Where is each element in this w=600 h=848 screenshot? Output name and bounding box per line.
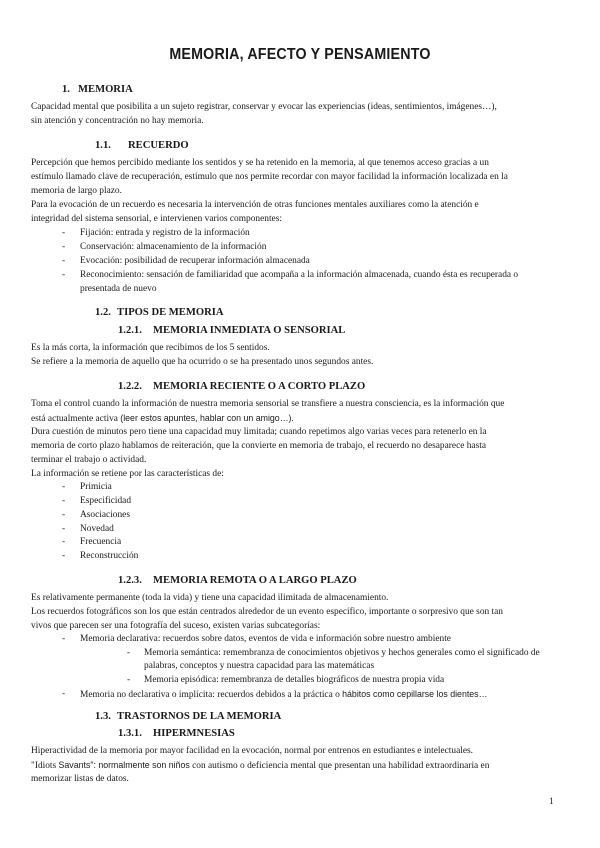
paragraph-line: Se refiere a la memoria de aquello que ha ocurrido o se ha presentado unos segundos antes. — [31, 357, 374, 367]
list-bullet: - — [62, 510, 66, 520]
list-item: Evocación: posibilidad de recuperar información almacenada — [80, 256, 310, 266]
list-item — [80, 688, 487, 702]
heading-text: MEMORIA — [78, 84, 133, 95]
page-number: 1 — [549, 797, 554, 807]
text-span: con autismo o deficiencia mental que presentan una habilidad extraordinaria en — [189, 761, 490, 771]
list-bullet: - — [62, 537, 66, 547]
heading-memoria — [62, 84, 133, 95]
list-item: Primicia — [80, 482, 112, 492]
heading-memoria-remota — [118, 575, 357, 586]
list-bullet: - — [62, 228, 66, 238]
page-title: MEMORIA, AFECTO Y PENSAMIENTO — [169, 46, 431, 63]
list-item: Frecuencia — [80, 537, 122, 547]
paragraph-line: Para la evocación de un recuerdo es necesaria la intervención de otras funciones mentales auxiliares como la atención e — [31, 200, 479, 210]
list-bullet: - — [62, 256, 66, 266]
paragraph-line: La información se retiene por las características de: — [31, 469, 224, 479]
heading-memoria-reciente — [118, 381, 366, 392]
heading-text: TRASTORNOS DE LA MEMORIA — [117, 711, 282, 722]
list-item: Asociaciones — [80, 510, 130, 520]
paragraph-line — [31, 412, 571, 426]
heading-text: HIPERMNESIAS — [153, 728, 235, 739]
text-span-alt-font: (leer estos apuntes, hablar con un amigo…). — [120, 413, 294, 423]
sublist-bullet: - — [127, 675, 131, 685]
heading-number: 1.2.2. — [118, 381, 142, 392]
list-item: Memoria declarativa: recuerdos sobre datos, eventos de vida e información sobre nuestro ambiente — [80, 634, 451, 644]
paragraph-line: vivos que parecen ser una fotografía del suceso, existen varias subcategorías: — [31, 621, 321, 631]
paragraph-line: Es relativamente permanente (toda la vida) y tiene una capacidad ilimitada de almacenamiento. — [31, 593, 389, 603]
sublist-item-continuation: palabras, conceptos y nuestra capacidad para las matemáticas — [144, 661, 375, 671]
list-bullet: - — [62, 634, 66, 644]
list-item: Reconstrucción — [80, 551, 139, 561]
list-item: Fijación: entrada y registro de la información — [80, 228, 250, 238]
paragraph-line: Dura cuestión de minutos pero tiene una capacidad muy limitada; cuando repetimos algo varias veces para retenerlo en la — [31, 427, 487, 437]
list-item: Especificidad — [80, 496, 132, 506]
heading-number: 1.3.1. — [118, 728, 142, 739]
paragraph-line: memoria de largo plazo. — [31, 186, 122, 196]
paragraph-line: terminar el trabajo o actividad. — [31, 455, 147, 465]
heading-text: MEMORIA INMEDIATA O SENSORIAL — [153, 325, 346, 336]
heading-trastornos — [95, 711, 282, 722]
paragraph-line: Los recuerdos fotográficos son los que están centrados alrededor de un evento específico, importante o sorpresivo que son tan — [31, 607, 503, 617]
list-bullet: - — [62, 482, 66, 492]
list-bullet: - — [62, 551, 66, 561]
paragraph-line: sin atención y concentración no hay memoria. — [31, 116, 204, 126]
list-item-continuation: presentada de nuevo — [80, 284, 157, 294]
heading-number: 1.2.3. — [118, 575, 142, 586]
heading-text: MEMORIA RECIENTE O A CORTO PLAZO — [153, 381, 366, 392]
paragraph-line: Percepción que hemos percibido mediante los sentidos y se ha retenido en la memoria, al que tenemos acceso gracias a un — [31, 158, 489, 168]
paragraph-line: estímulo llamado clave de recuperación, estímulo que nos permite recordar con mayor facilidad la información localizada en la — [31, 172, 508, 182]
paragraph-line: integridad del sistema sensorial, e intervienen varios componentes: — [31, 214, 282, 224]
list-item: Conservación: almacenamiento de la información — [80, 242, 267, 252]
heading-number: 1.1. — [95, 140, 111, 151]
text-span: Memoria no declarativa o implícita: recuerdos debidos a la práctica o — [80, 690, 343, 700]
text-span-alt-font: Savants": normalmente son niños — [58, 760, 190, 770]
list-bullet: - — [62, 496, 66, 506]
text-span: "Idiots — [31, 761, 59, 771]
heading-recuerdo — [95, 140, 189, 151]
heading-text: MEMORIA REMOTA O A LARGO PLAZO — [153, 575, 357, 586]
sublist-bullet: - — [127, 648, 131, 658]
paragraph-line: Toma el control cuando la información de nuestra memoria sensorial se transfiere a nuestra consciencia, es la información que — [31, 399, 505, 409]
heading-hipermnesias — [118, 728, 235, 739]
paragraph-line: memoria de corto plazo hablamos de reiteración, que la convierte en memoria de trabajo, el recuerdo no desaparece hasta — [31, 441, 486, 451]
list-bullet: - — [62, 524, 66, 534]
list-bullet: - — [62, 689, 66, 699]
text-span-alt-font: hábitos como cepillarse los dientes… — [342, 689, 488, 699]
paragraph-line: Es la más corta, la información que recibimos de los 5 sentidos. — [31, 343, 270, 353]
heading-text: RECUERDO — [128, 140, 189, 151]
paragraph-line: Capacidad mental que posibilita a un sujeto registrar, conservar y evocar las experiencias (ideas, sentimientos, imágenes…), — [31, 102, 497, 112]
heading-text: TIPOS DE MEMORIA — [117, 307, 224, 318]
list-bullet: - — [62, 242, 66, 252]
heading-memoria-inmediata — [118, 325, 346, 336]
list-item: Reconocimiento: sensación de familiaridad que acompaña a la información almacenada, cuando ésta es recuperada o — [80, 270, 519, 280]
list-item: Novedad — [80, 524, 114, 534]
heading-number: 1.2. — [95, 307, 111, 318]
text-span: está actualmente activa — [31, 414, 121, 424]
sublist-item: Memoria semántica: remembranza de conocimientos objetivos y hechos generales como el significado de — [144, 648, 540, 658]
heading-tipos-de-memoria — [95, 307, 224, 318]
heading-number: 1.2.1. — [118, 325, 142, 336]
paragraph-line: Hiperactividad de la memoria por mayor facilidad en la evocación, normal por entrenos en estudiantes e intelectuales. — [31, 746, 474, 756]
paragraph-line: memorizar listas de datos. — [31, 774, 129, 784]
heading-number: 1.3. — [95, 711, 111, 722]
heading-number: 1. — [62, 84, 70, 95]
sublist-item: Memoria episódica: remembranza de detalles biográficos de nuestra propia vida — [144, 675, 445, 685]
list-bullet: - — [62, 270, 66, 280]
paragraph-line — [31, 759, 571, 773]
